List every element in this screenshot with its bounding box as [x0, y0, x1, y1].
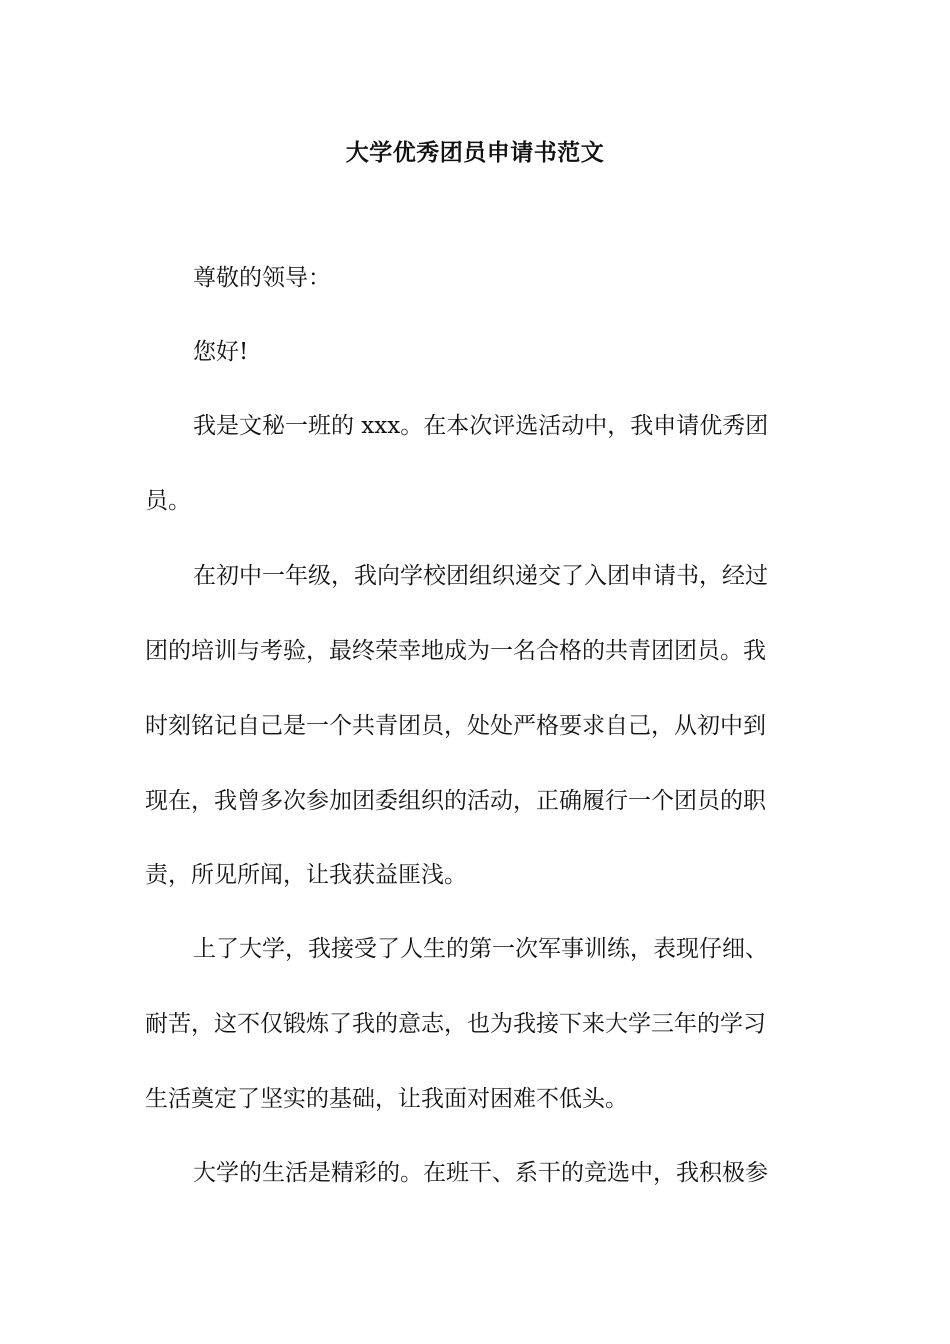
paragraph-1-line-1: 我是文秘一班的 xxx。在本次评选活动中，我申请优秀团 — [193, 413, 769, 439]
paragraph-4-line-1: 大学的生活是精彩的。在班干、系干的竞选中，我积极参 — [193, 1160, 768, 1186]
paragraph-3-line-3: 生活奠定了坚实的基础，让我面对困难不低头。 — [145, 1086, 628, 1112]
paragraph-1-line-2: 员。 — [145, 488, 191, 514]
paragraph-2-line-4: 现在，我曾多次参加团委组织的活动，正确履行一个团员的职 — [145, 788, 766, 814]
paragraph-3-line-1: 上了大学，我接受了人生的第一次军事训练，表现仔细、 — [193, 936, 768, 962]
paragraph-2-line-5: 责，所见所闻，让我获益匪浅。 — [145, 862, 467, 888]
paragraph-2-line-3: 时刻铭记自己是一个共青团员，处处严格要求自己，从初中到 — [145, 713, 766, 739]
greeting-line: 您好! — [193, 339, 249, 365]
document-title: 大学优秀团员申请书范文 — [345, 139, 605, 166]
paragraph-3-line-2: 耐苦，这不仅锻炼了我的意志，也为我接下来大学三年的学习 — [145, 1011, 766, 1037]
salutation-line: 尊敬的领导： — [193, 265, 331, 291]
paragraph-2-line-1: 在初中一年级，我向学校团组织递交了入团申请书，经过 — [193, 563, 768, 589]
paragraph-2-line-2: 团的培训与考验，最终荣幸地成为一名合格的共青团团员。我 — [145, 638, 766, 664]
